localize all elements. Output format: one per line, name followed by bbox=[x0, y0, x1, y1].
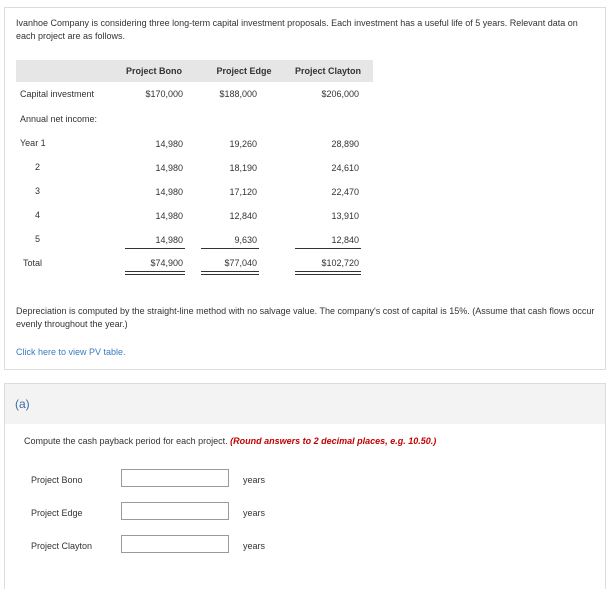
total-double-rule-edge bbox=[201, 271, 259, 275]
rounding-hint: (Round answers to 2 decimal places, e.g. 10.50.) bbox=[230, 436, 437, 446]
year4-edge: 12,840 bbox=[229, 211, 257, 221]
subtotal-rule-bono bbox=[125, 248, 185, 249]
capital-investment-label: Capital investment bbox=[20, 89, 95, 99]
total-edge: $77,040 bbox=[224, 258, 257, 268]
year-label: 2 bbox=[35, 162, 41, 172]
pv-table-link[interactable]: Click here to view PV table. bbox=[16, 347, 126, 357]
total-double-rule-clayton bbox=[295, 271, 361, 275]
header-project-bono: Project Bono bbox=[125, 66, 182, 76]
year2-edge: 18,190 bbox=[229, 163, 257, 173]
year5-clayton: 12,840 bbox=[331, 235, 359, 245]
year-label: 3 bbox=[35, 186, 41, 196]
capital-clayton: $206,000 bbox=[321, 89, 359, 99]
total-clayton: $102,720 bbox=[321, 258, 359, 268]
unit-label-clayton: years bbox=[243, 541, 266, 551]
year2-bono: 14,980 bbox=[155, 163, 183, 173]
header-project-edge: Project Edge bbox=[216, 66, 272, 76]
year3-clayton: 22,470 bbox=[331, 187, 359, 197]
payback-edge-input[interactable] bbox=[121, 502, 229, 520]
header-project-clayton: Project Clayton bbox=[294, 66, 361, 76]
answer-label-bono: Project Bono bbox=[31, 475, 83, 485]
problem-card bbox=[4, 7, 606, 370]
year2-clayton: 24,610 bbox=[331, 163, 359, 173]
year5-edge: 9,630 bbox=[234, 235, 257, 245]
part-a-card bbox=[4, 383, 606, 589]
payback-bono-input[interactable] bbox=[121, 469, 229, 487]
year5-bono: 14,980 bbox=[155, 235, 183, 245]
year3-bono: 14,980 bbox=[155, 187, 183, 197]
unit-label-edge: years bbox=[243, 508, 266, 518]
subtotal-rule-edge bbox=[201, 248, 259, 249]
answer-label-clayton: Project Clayton bbox=[31, 541, 93, 551]
year3-edge: 17,120 bbox=[229, 187, 257, 197]
year1-bono: 14,980 bbox=[155, 139, 183, 149]
total-label: Total bbox=[23, 258, 43, 268]
total-bono: $74,900 bbox=[150, 258, 183, 268]
year-label: 4 bbox=[35, 210, 41, 220]
instruction-text: Compute the cash payback period for each project. bbox=[24, 436, 228, 446]
payback-clayton-input[interactable] bbox=[121, 535, 229, 553]
intro-text: Ivanhoe Company is considering three long-term capital investment proposals. Each investment has a useful life of 5 years. Relevant data on each project are as follows. bbox=[16, 18, 578, 41]
year1-edge: 19,260 bbox=[229, 139, 257, 149]
part-label: (a) bbox=[15, 397, 30, 411]
unit-label-bono: years bbox=[243, 475, 266, 485]
year4-bono: 14,980 bbox=[155, 211, 183, 221]
part-a-header bbox=[5, 384, 605, 424]
year4-clayton: 13,910 bbox=[331, 211, 359, 221]
depreciation-note: Depreciation is computed by the straight-line method with no salvage value. The company's cost of capital is 15%. (Assume that cash flows occur evenly throughout the year.) bbox=[16, 306, 595, 329]
year-label: Year 1 bbox=[20, 138, 46, 148]
year1-clayton: 28,890 bbox=[331, 139, 359, 149]
answer-label-edge: Project Edge bbox=[31, 508, 83, 518]
subtotal-rule-clayton bbox=[295, 248, 361, 249]
year-label: 5 bbox=[35, 234, 41, 244]
part-a-instruction bbox=[24, 436, 436, 446]
total-double-rule-bono bbox=[125, 271, 185, 275]
capital-edge: $188,000 bbox=[219, 89, 257, 99]
capital-bono: $170,000 bbox=[145, 89, 183, 99]
annual-net-income-label: Annual net income: bbox=[20, 114, 98, 124]
